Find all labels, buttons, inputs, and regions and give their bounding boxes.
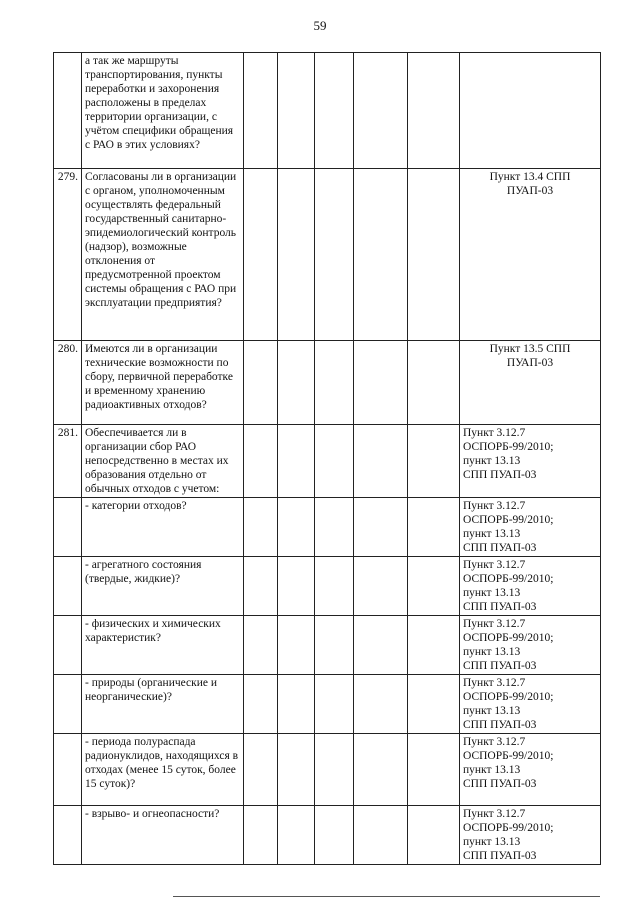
row-number [54, 557, 82, 616]
reference-text: Пункт 3.12.7 ОСПОРБ-99/2010; пункт 13.13 СПП ПУАП-03 [460, 616, 601, 675]
answer-na-cell[interactable] [315, 616, 354, 675]
row-number [54, 734, 82, 806]
row-number [54, 675, 82, 734]
note-cell[interactable] [408, 498, 460, 557]
note-cell[interactable] [408, 425, 460, 498]
note-cell[interactable] [408, 734, 460, 806]
question-text: Имеются ли в организации технические возможности по сбору, первичной переработке и временному хранению радиоактивных отходов? [82, 341, 244, 425]
question-text: а так же маршруты транспортирования, пункты переработки и захоронения расположены в пределах территории организации, с учётом специфики обращения с РАО в этих условиях? [82, 53, 244, 169]
answer-na-cell[interactable] [315, 169, 354, 341]
table-row [54, 53, 601, 169]
answer-no-cell[interactable] [278, 616, 315, 675]
question-text: - категории отходов? [82, 498, 244, 557]
answer-yes-cell[interactable] [244, 53, 278, 169]
question-text: - взрыво- и огнеопасности? [82, 806, 244, 865]
reference-text: Пункт 13.4 СПП ПУАП-03 [460, 169, 601, 341]
note-cell[interactable] [354, 675, 408, 734]
reference-text: Пункт 3.12.7 ОСПОРБ-99/2010; пункт 13.13 СПП ПУАП-03 [460, 675, 601, 734]
reference-text: Пункт 3.12.7 ОСПОРБ-99/2010; пункт 13.13 СПП ПУАП-03 [460, 806, 601, 865]
row-number [54, 53, 82, 169]
row-number [54, 498, 82, 557]
answer-no-cell[interactable] [278, 341, 315, 425]
row-number: 281. [54, 425, 82, 498]
table-row [54, 498, 601, 557]
page-number: 59 [313, 18, 327, 33]
answer-no-cell[interactable] [278, 557, 315, 616]
answer-na-cell[interactable] [315, 53, 354, 169]
note-cell[interactable] [408, 169, 460, 341]
answer-yes-cell[interactable] [244, 806, 278, 865]
table-row [54, 675, 601, 734]
row-number [54, 806, 82, 865]
question-text: - агрегатного состояния (твердые, жидкие)? [82, 557, 244, 616]
answer-yes-cell[interactable] [244, 341, 278, 425]
note-cell[interactable] [354, 616, 408, 675]
table-row [54, 616, 601, 675]
answer-yes-cell[interactable] [244, 498, 278, 557]
row-number: 280. [54, 341, 82, 425]
answer-yes-cell[interactable] [244, 557, 278, 616]
table-row [54, 806, 601, 865]
table-row [54, 341, 601, 425]
note-cell[interactable] [408, 341, 460, 425]
answer-na-cell[interactable] [315, 557, 354, 616]
scan-edge-line [173, 896, 600, 897]
note-cell[interactable] [354, 169, 408, 341]
table-row [54, 734, 601, 806]
note-cell[interactable] [354, 53, 408, 169]
question-text: - природы (органические и неорганические)? [82, 675, 244, 734]
note-cell[interactable] [408, 616, 460, 675]
answer-no-cell[interactable] [278, 806, 315, 865]
answer-yes-cell[interactable] [244, 734, 278, 806]
reference-text: Пункт 3.12.7 ОСПОРБ-99/2010; пункт 13.13 СПП ПУАП-03 [460, 425, 601, 498]
answer-no-cell[interactable] [278, 53, 315, 169]
note-cell[interactable] [354, 425, 408, 498]
answer-na-cell[interactable] [315, 675, 354, 734]
question-text: Согласованы ли в организации с органом, уполномоченным осуществлять федеральный государственный санитарно-эпидемиологический контроль (надзор), возможные отклонения от предусмотренной проектом системы обращения с РАО при эксплуатации предприятия? [82, 169, 244, 341]
note-cell[interactable] [408, 806, 460, 865]
reference-text: Пункт 3.12.7 ОСПОРБ-99/2010; пункт 13.13 СПП ПУАП-03 [460, 557, 601, 616]
answer-na-cell[interactable] [315, 498, 354, 557]
table-row [54, 557, 601, 616]
answer-yes-cell[interactable] [244, 675, 278, 734]
answer-no-cell[interactable] [278, 734, 315, 806]
answer-yes-cell[interactable] [244, 169, 278, 341]
reference-text: Пункт 3.12.7 ОСПОРБ-99/2010; пункт 13.13 СПП ПУАП-03 [460, 498, 601, 557]
note-cell[interactable] [408, 53, 460, 169]
answer-no-cell[interactable] [278, 498, 315, 557]
answer-no-cell[interactable] [278, 675, 315, 734]
table-row [54, 169, 601, 341]
note-cell[interactable] [354, 734, 408, 806]
answer-yes-cell[interactable] [244, 616, 278, 675]
reference-text: Пункт 3.12.7 ОСПОРБ-99/2010; пункт 13.13 СПП ПУАП-03 [460, 734, 601, 806]
note-cell[interactable] [354, 557, 408, 616]
note-cell[interactable] [354, 498, 408, 557]
row-number: 279. [54, 169, 82, 341]
question-text: - периода полураспада радионуклидов, находящихся в отходах (менее 15 суток, более 15 суток)? [82, 734, 244, 806]
note-cell[interactable] [354, 341, 408, 425]
table-row [54, 425, 601, 498]
answer-yes-cell[interactable] [244, 425, 278, 498]
answer-no-cell[interactable] [278, 169, 315, 341]
answer-na-cell[interactable] [315, 734, 354, 806]
row-number [54, 616, 82, 675]
reference-text: Пункт 13.5 СПП ПУАП-03 [460, 341, 601, 425]
answer-na-cell[interactable] [315, 341, 354, 425]
question-text: - физических и химических характеристик? [82, 616, 244, 675]
checklist-table [53, 52, 601, 865]
note-cell[interactable] [354, 806, 408, 865]
question-text: Обеспечивается ли в организации сбор РАО непосредственно в местах их образования отдельно от обычных отходов с учетом: [82, 425, 244, 498]
note-cell[interactable] [408, 675, 460, 734]
answer-na-cell[interactable] [315, 806, 354, 865]
answer-na-cell[interactable] [315, 425, 354, 498]
note-cell[interactable] [408, 557, 460, 616]
reference-text [460, 53, 601, 169]
answer-no-cell[interactable] [278, 425, 315, 498]
